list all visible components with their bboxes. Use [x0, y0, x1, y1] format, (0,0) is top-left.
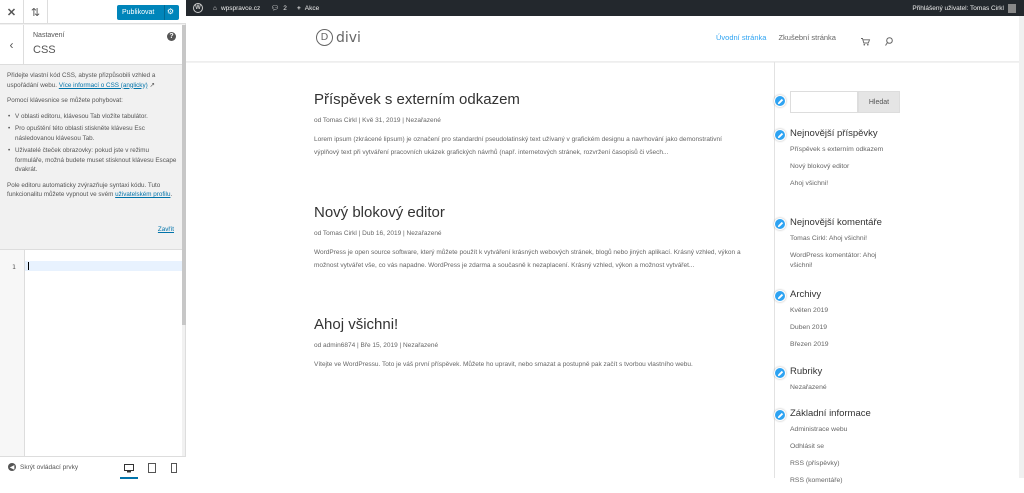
list-item[interactable]: RSS (komentáře): [790, 477, 843, 484]
post-item: [314, 316, 744, 371]
profile-link[interactable]: uživatelském profilu: [115, 191, 171, 198]
widget-title: Základní informace: [790, 408, 871, 419]
close-icon[interactable]: ✕: [0, 0, 24, 24]
list-item: • Uživatelé čteček obrazovky: pokud jste v režimu formuláře, možná budete muset stisknout klávesu Escape dvakrát.: [7, 146, 179, 175]
site-logo[interactable]: D divi: [316, 29, 361, 46]
post-title[interactable]: Příspěvek s externím odkazem: [314, 91, 520, 108]
search-button[interactable]: Hledat: [858, 91, 900, 113]
widget-recent-comments: [790, 217, 900, 278]
publish-label: Publikovat: [122, 9, 155, 16]
comment-icon: 💬︎: [271, 5, 280, 12]
publish-button[interactable]: [117, 5, 179, 20]
user-account-link[interactable]: Přihlášený uživatel: Tomas Cirkl: [912, 0, 1016, 16]
plus-icon: +: [297, 4, 301, 12]
css-description: Přidejte vlastní kód CSS, abyste přizpůsobili vzhled a uspořádání webu. Více informací o CSS (anglicky) ↗ Pomocí klávesnice se můžete pohybovat: • V oblasti editoru, klávesou Tab vložíte tabulátor. • Pro opuštění této oblasti stiskněte klávesu Esc následovanou klávesou Tab. • Uživatelé čteček obrazovky: pokud jste v režimu formuláře, možná budete muset stisknout klávesu Escape dvakrát. Pole editoru automaticky zvýrazňuje syntaxi kódu. Tuto funkcionalitu můžete vypnout ve svém uživatelském profilu.: [7, 71, 179, 206]
list-item[interactable]: Květen 2019: [790, 307, 829, 314]
nav-item-sample-page[interactable]: Zkušební stránka: [778, 33, 836, 42]
close-description-link[interactable]: Zavřít: [157, 226, 174, 233]
list-item[interactable]: Příspěvek s externím odkazem: [790, 146, 884, 153]
edit-pencil-icon[interactable]: [774, 218, 786, 230]
post-title[interactable]: Ahoj všichni!: [314, 316, 399, 333]
section-parent-label: Nastavení: [33, 32, 65, 39]
edit-pencil-icon[interactable]: [774, 409, 786, 421]
post-meta: od Tomas Cirkl | Dub 16, 2019 | Nezařazené: [314, 230, 442, 237]
widget-title: Rubriky: [790, 366, 823, 377]
help-icon[interactable]: ?: [167, 32, 176, 41]
widget-title: Archivy: [790, 289, 822, 300]
list-item[interactable]: WordPress komentátor: Ahoj všichni!: [790, 252, 877, 269]
sort-arrows-icon[interactable]: ⇅: [24, 0, 48, 24]
widget-title: Nejnovější příspěvky: [790, 128, 878, 139]
cart-icon[interactable]: [861, 33, 870, 51]
list-item[interactable]: Nezařazené: [790, 384, 827, 391]
line-number: 1: [12, 263, 16, 271]
nav-item-home[interactable]: Úvodní stránka: [716, 33, 767, 42]
new-content-link[interactable]: + Akce: [297, 4, 320, 12]
list-item[interactable]: Duben 2019: [790, 324, 828, 331]
widget-meta: [790, 408, 900, 493]
site-name-link[interactable]: ⌂ wpspravce.cz: [213, 4, 261, 12]
active-line: [25, 261, 182, 271]
list-item[interactable]: Tomas Cirkl: Ahoj všichni!: [790, 235, 868, 242]
preview-scrollbar[interactable]: [1019, 16, 1024, 478]
customizer-header: [0, 0, 186, 24]
site-header: [186, 16, 1024, 62]
post-meta: od Tomas Cirkl | Kvě 31, 2019 | Nezařazené: [314, 117, 441, 124]
list-item: • V oblasti editoru, klávesou Tab vložíte tabulátor.: [7, 112, 179, 122]
list-item[interactable]: RSS (příspěvky): [790, 460, 840, 467]
post-excerpt: Vítejte ve WordPressu. Toto je váš první příspěvek. Můžete ho upravit, nebo smazat a postupně pak začít s tvorbou vlastního webu.: [314, 361, 693, 368]
external-link-icon: ↗: [149, 81, 155, 89]
widget-categories: [790, 366, 900, 400]
customizer-panel: [0, 0, 186, 478]
list-item[interactable]: Nový blokový editor: [790, 163, 850, 170]
post-excerpt: WordPress je open source software, který můžete použít k vytváření krásných webových stránek, blogů nebo jiných aplikací. Krásný vzhled, výkon a možnost vytvářet vše, co vás napadne. WordPress je zdarma a současně k nezaplacení. Krásný vzhled, výkon a možnost vytvářet...: [314, 249, 741, 269]
edit-pencil-icon[interactable]: [774, 95, 786, 107]
editor-gutter: [0, 250, 25, 457]
edit-pencil-icon[interactable]: [774, 290, 786, 302]
main-nav: [716, 33, 836, 42]
gear-icon[interactable]: ⚙: [166, 7, 174, 16]
css-code-editor[interactable]: [0, 249, 182, 456]
wordpress-logo-icon[interactable]: W: [193, 0, 203, 16]
widget-archives: [790, 289, 900, 357]
search-input[interactable]: [790, 91, 858, 113]
post-meta: od admin6874 | Bře 15, 2019 | Nezařazené: [314, 342, 439, 349]
list-item: • Pro opuštění této oblasti stiskněte klávesu Esc následovanou klávesou Tab.: [7, 124, 179, 143]
search-icon[interactable]: [885, 33, 893, 51]
home-icon: ⌂: [213, 4, 217, 12]
desktop-preview-icon[interactable]: [124, 463, 134, 473]
css-info-link[interactable]: Více informací o CSS (anglicky): [58, 81, 148, 89]
list-item[interactable]: Ahoj všichni!: [790, 180, 829, 187]
section-title: CSS: [33, 44, 56, 56]
tablet-preview-icon[interactable]: [147, 463, 157, 473]
post-item: [314, 91, 744, 159]
back-chevron-icon[interactable]: ‹: [0, 25, 24, 65]
post-item: [314, 204, 744, 272]
edit-pencil-icon[interactable]: [774, 367, 786, 379]
avatar: [1008, 4, 1016, 13]
edit-pencil-icon[interactable]: [774, 129, 786, 141]
hide-controls-button[interactable]: ◀ Skrýt ovládací prvky: [9, 463, 79, 471]
widget-title: Nejnovější komentáře: [790, 217, 882, 228]
list-item[interactable]: Odhlásit se: [790, 443, 825, 450]
list-item[interactable]: Březen 2019: [790, 341, 829, 348]
post-title[interactable]: Nový blokový editor: [314, 204, 445, 221]
collapse-arrow-icon: ◀: [9, 464, 15, 471]
site-preview: [186, 16, 1024, 484]
post-excerpt: Lorem ipsum (zkrácené lipsum) je označení pro standardní pseudolatinský text užívaný v grafickém designu a navrhování jako demonstrativní výplňový text při vytváření pracovních ukázek grafických návrhů (např. internetových stránek, rozvržení časopisů či všech...: [314, 136, 722, 156]
list-item[interactable]: Administrace webu: [790, 426, 848, 433]
widget-recent-posts: [790, 128, 900, 196]
admin-bar: [186, 0, 1024, 16]
keyboard-title: Pomocí klávesnice se můžete pohybovat:: [7, 97, 123, 104]
comments-link[interactable]: 💬︎ 2: [271, 4, 287, 12]
customizer-footer: [0, 456, 186, 478]
section-header: [0, 25, 186, 65]
mobile-preview-icon[interactable]: [169, 463, 179, 473]
text-cursor: [28, 262, 29, 270]
